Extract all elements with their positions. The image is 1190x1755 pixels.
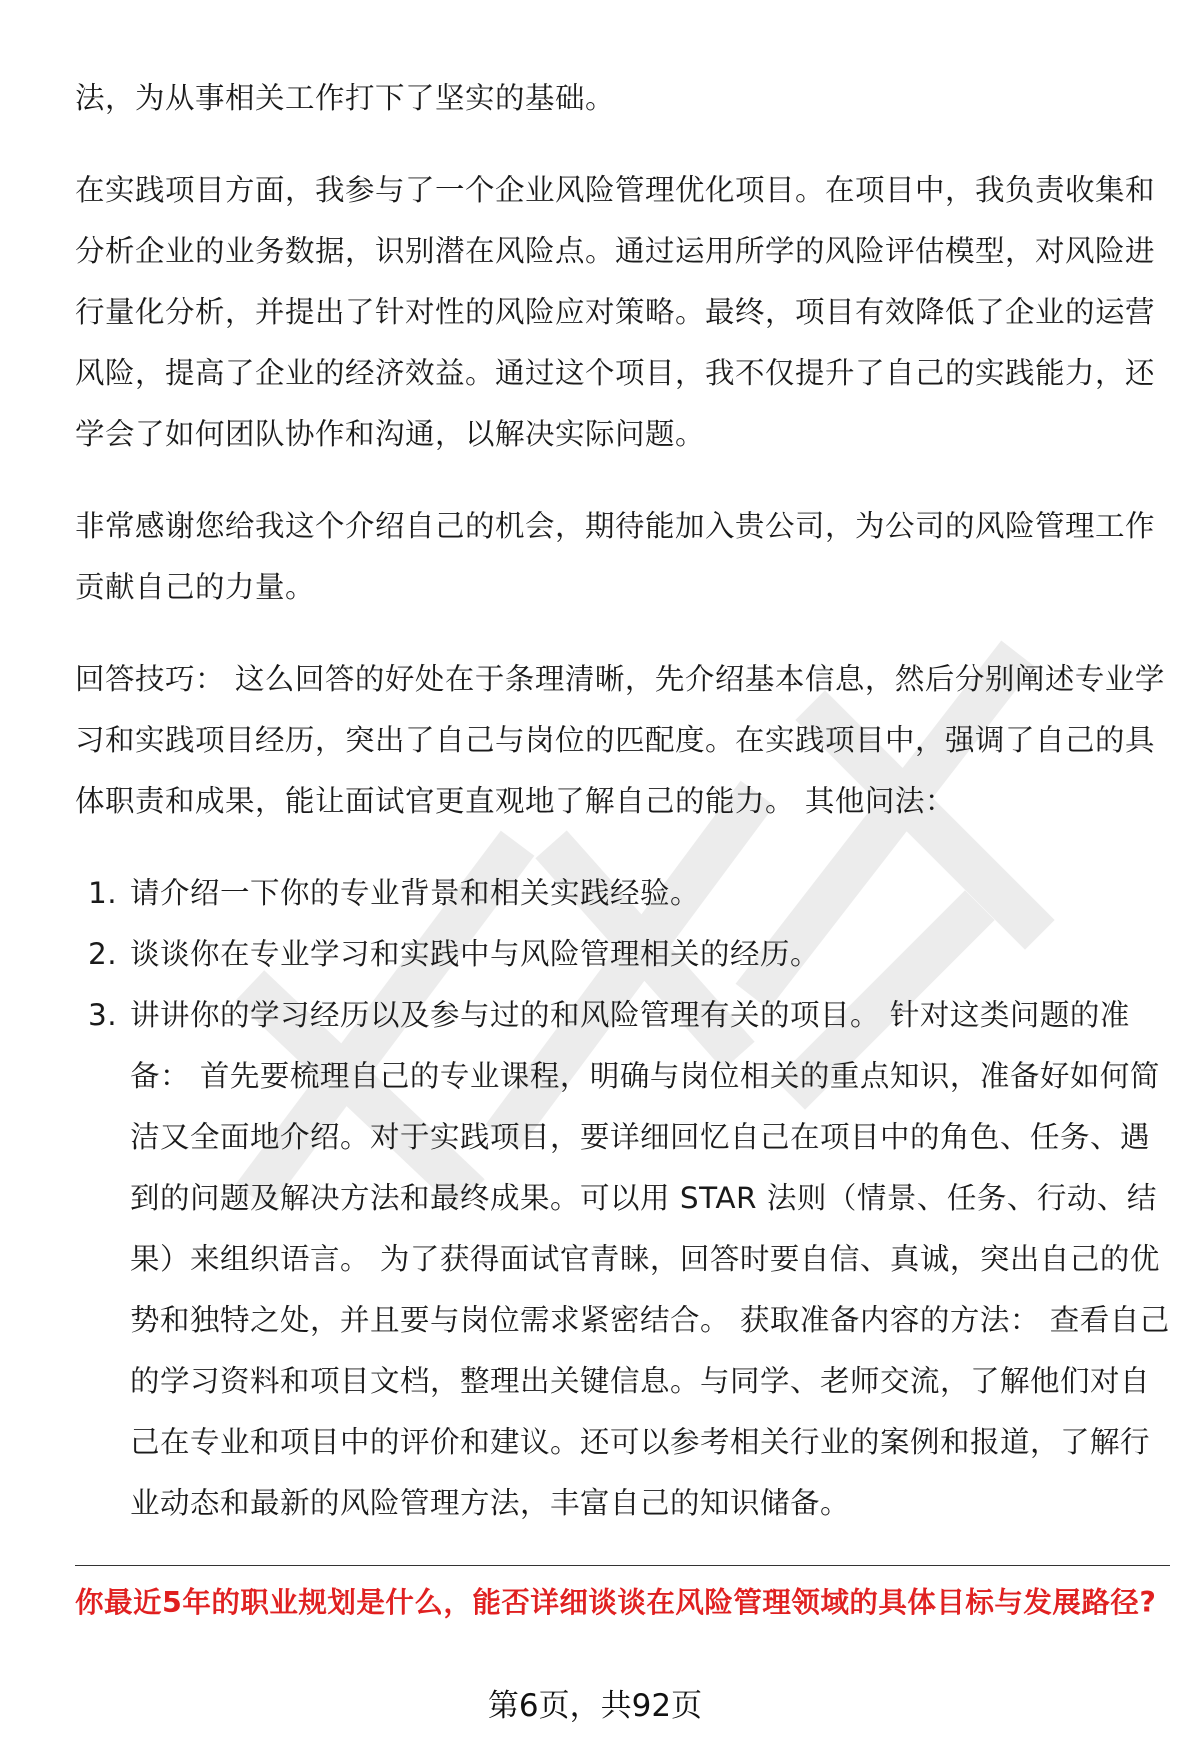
- paragraph-continuation: 法，为从事相关工作打下了坚实的基础。: [75, 81, 616, 115]
- paragraph-closing-thanks: 非常感谢您给我这个介绍自己的机会，期待能加入贵公司，为公司的风险管理工作贡献自己的力量。: [75, 509, 1156, 604]
- list-item-number: 3.: [88, 998, 118, 1032]
- next-question-heading: 你最近5年的职业规划是什么，能否详细谈谈在风险管理领域的具体目标与发展路径?: [75, 1586, 1157, 1619]
- list-item-number: 2.: [88, 937, 118, 971]
- list-item-number: 1.: [88, 876, 118, 910]
- paragraph-practice-project: 在实践项目方面，我参与了一个企业风险管理优化项目。在项目中，我负责收集和分析企业的业务数据，识别潜在风险点。通过运用所学的风险评估模型，对风险进行量化分析，并提出了针对性的风险应对策略。最终，项目有效降低了企业的运营风险，提高了企业的经济效益。通过这个项目，我不仅提升了自己的实践能力，还学会了如何团队协作和沟通，以解决实际问题。: [75, 173, 1156, 451]
- list-item-text: 讲讲你的学习经历以及参与过的和风险管理有关的项目。 针对这类问题的准备： 首先要梳理自己的专业课程，明确与岗位相关的重点知识，准备好如何简洁又全面地介绍。对于实践项目，要详细回忆自己在项目中的角色、任务、遇到的问题及解决方法和最终成果。可以用 STAR 法则（情景、任务、行动、结果）来组织语言。 为了获得面试官青睐，回答时要自信、真诚，突出自己的优势和独特之处，并且要与岗位需求紧密结合。 获取准备内容的方法： 查看自己的学习资料和项目文档，整理出关键信息。与同学、老师交流，了解他们对自己在专业和项目中的评价和建议。还可以参考相关行业的案例和报道，了解行业动态和最新的风险管理方法，丰富自己的知识储备。: [130, 998, 1170, 1520]
- list-item: [75, 985, 1170, 1534]
- alternative-questions-list: [75, 863, 1170, 1534]
- list-item: [75, 924, 1170, 985]
- paragraph-answer-tips: 回答技巧： 这么回答的好处在于条理清晰，先介绍基本信息，然后分别阐述专业学习和实践项目经历，突出了自己与岗位的匹配度。在实践项目中，强调了自己的具体职责和成果，能让面试官更直观地了解自己的能力。 其他问法：: [75, 662, 1165, 818]
- list-item: [75, 863, 1170, 924]
- page-number-footer: 第6页，共92页: [487, 1688, 703, 1724]
- document-body: [75, 68, 1170, 1534]
- list-item-text: 谈谈你在专业学习和实践中与风险管理相关的经历。: [130, 937, 821, 971]
- section-divider: [75, 1565, 1170, 1566]
- list-item-text: 请介绍一下你的专业背景和相关实践经验。: [130, 876, 701, 910]
